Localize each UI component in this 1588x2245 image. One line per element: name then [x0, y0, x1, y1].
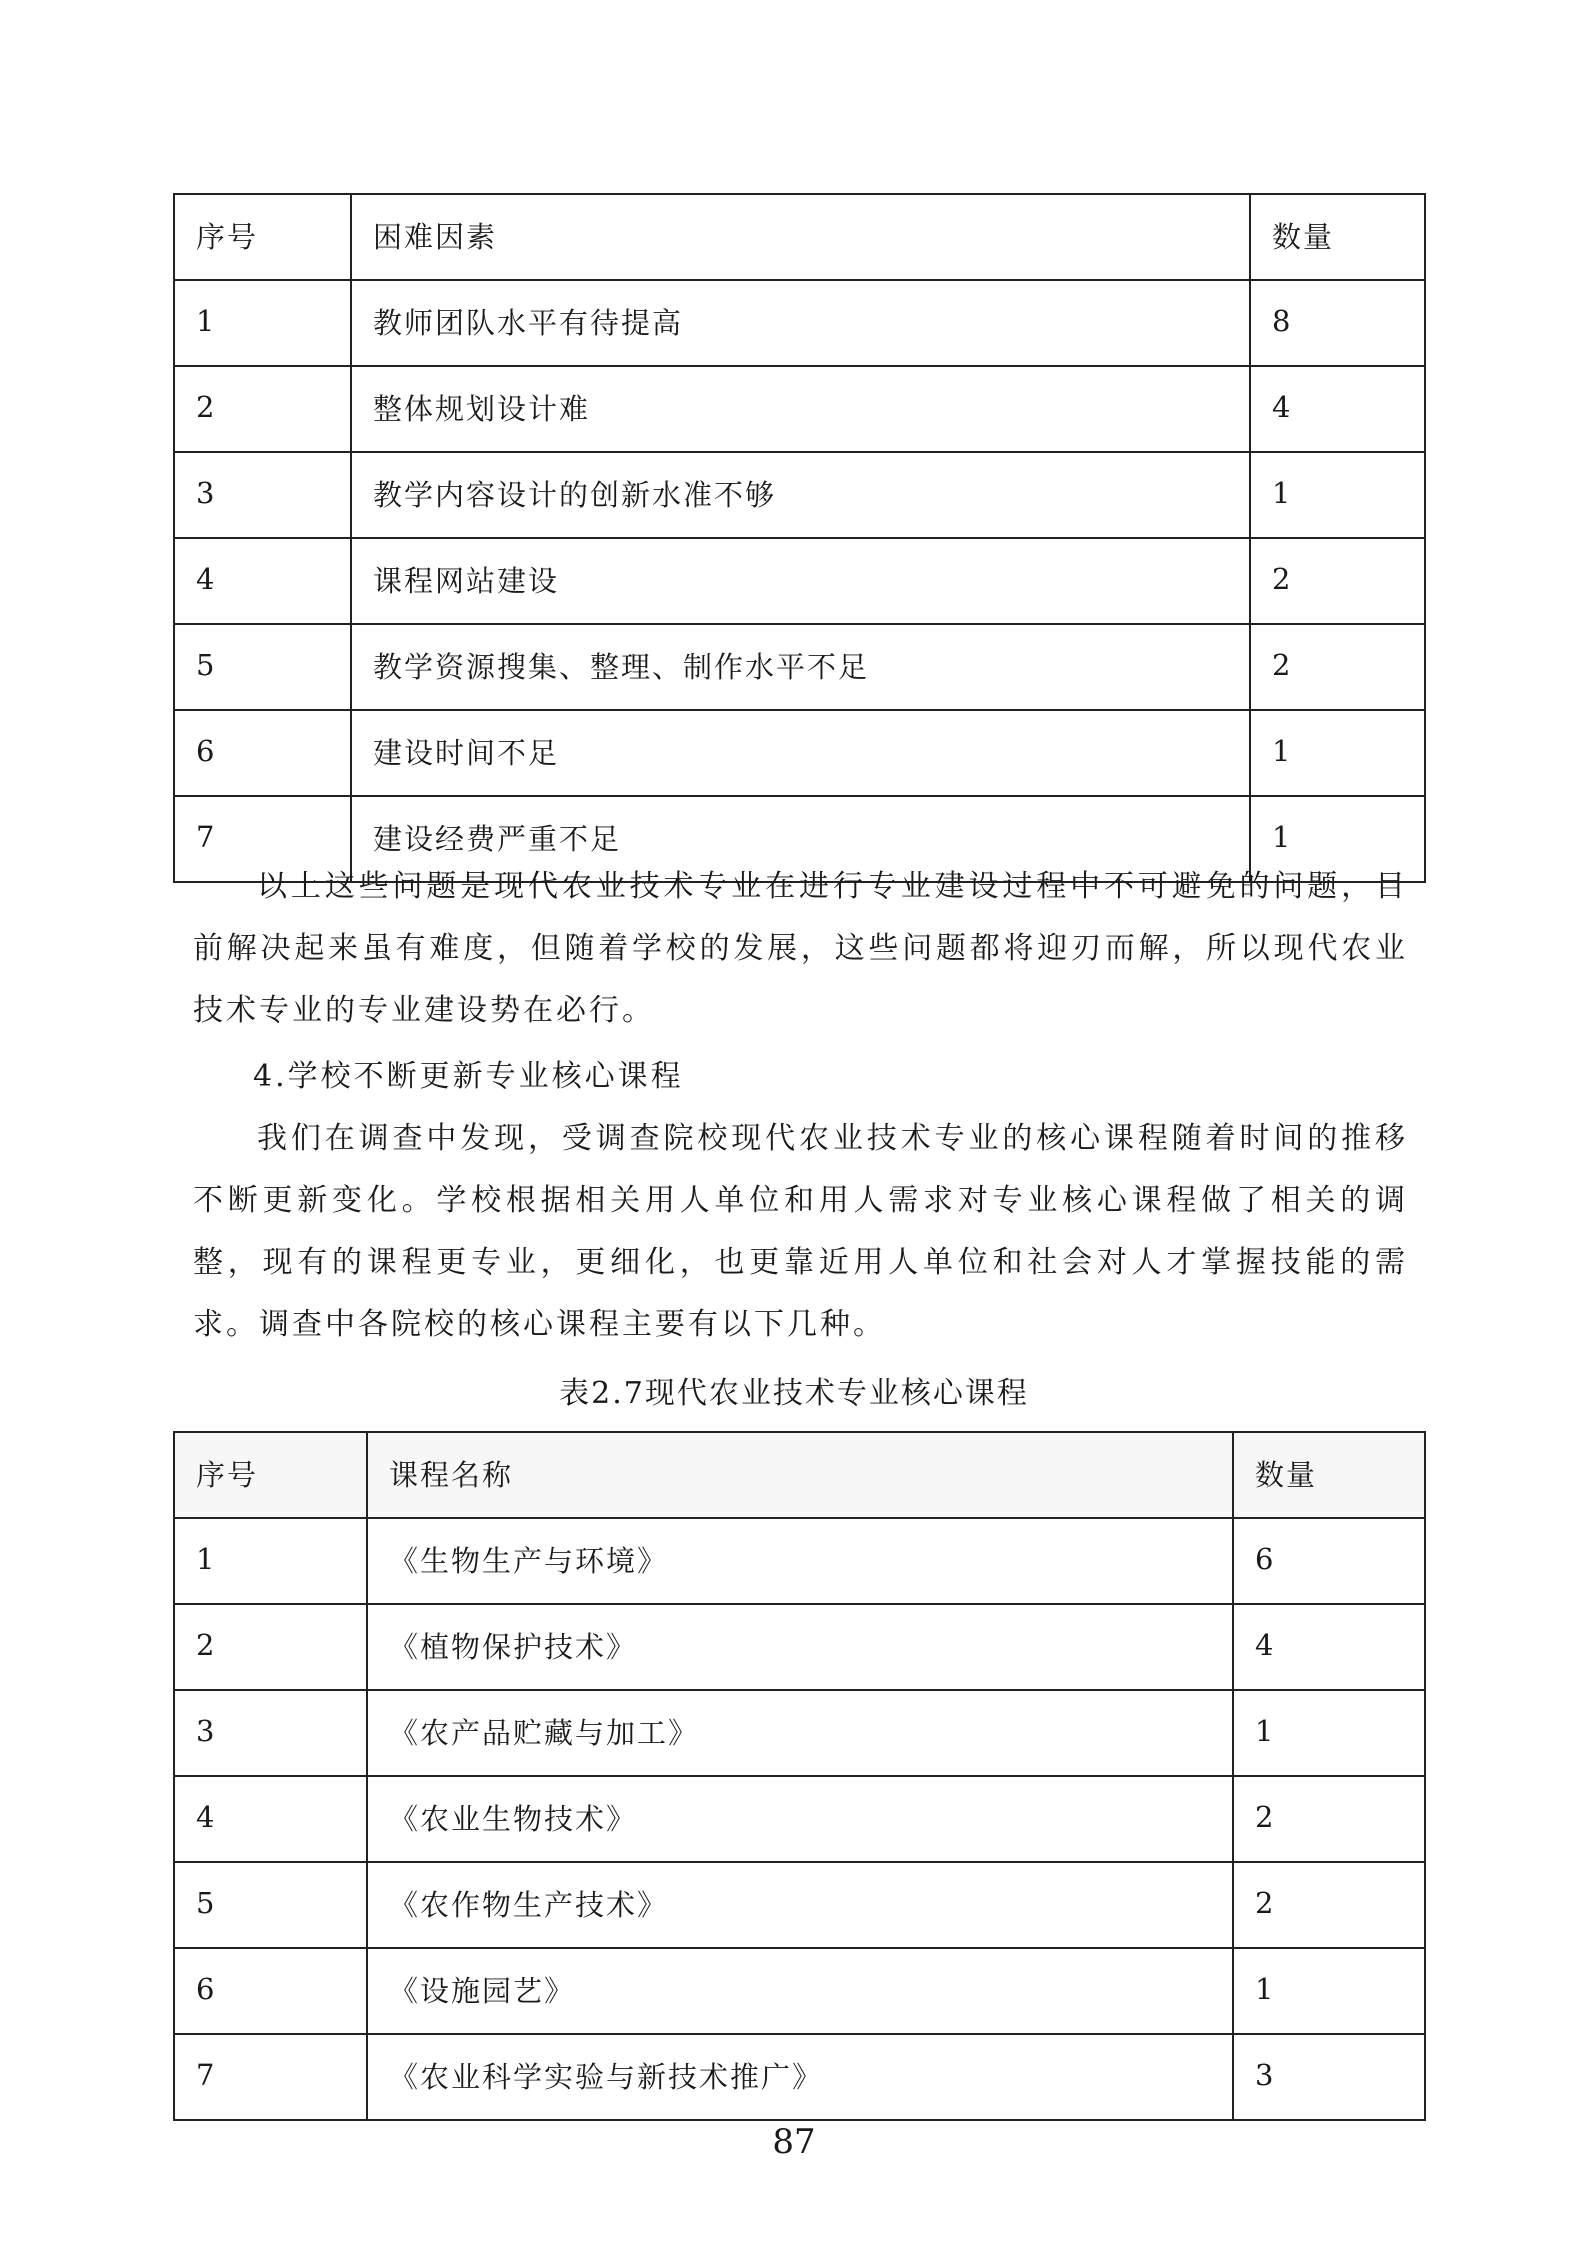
table-row: [174, 366, 1425, 452]
table-cell: 《农产品贮藏与加工》: [367, 1690, 1233, 1776]
table-cell: 2: [174, 366, 351, 452]
table-cell: 教学资源搜集、整理、制作水平不足: [351, 624, 1250, 710]
table-cell: 《植物保护技术》: [367, 1604, 1233, 1690]
header-cell: 课程名称: [367, 1432, 1233, 1518]
table-cell: 4: [174, 538, 351, 624]
header-cell: 数量: [1250, 194, 1425, 280]
table-cell: 2: [1250, 624, 1425, 710]
table-cell: 2: [174, 1604, 367, 1690]
header-cell: 数量: [1233, 1432, 1425, 1518]
table-cell: 《农作物生产技术》: [367, 1862, 1233, 1948]
table-cell: 《农业科学实验与新技术推广》: [367, 2034, 1233, 2120]
table-cell: 1: [1233, 1948, 1425, 2034]
table-cell: 4: [1233, 1604, 1425, 1690]
table-cell: 4: [1250, 366, 1425, 452]
table-cell: 7: [174, 796, 351, 882]
table-cell: 4: [174, 1776, 367, 1862]
table-row: [174, 1518, 1425, 1604]
body-paragraph: 以上这些问题是现代农业技术专业在进行专业建设过程中不可避免的问题，目前解决起来虽有难度，但随着学校的发展，这些问题都将迎刃而解，所以现代农业技术专业的专业建设势在必行。: [193, 869, 1408, 1028]
table-row: [174, 1862, 1425, 1948]
table-cell: 3: [1233, 2034, 1425, 2120]
table-cell: 教学内容设计的创新水准不够: [351, 452, 1250, 538]
table-cell: 5: [174, 1862, 367, 1948]
table-row: [174, 452, 1425, 538]
table-row: [174, 538, 1425, 624]
table-cell: 8: [1250, 280, 1425, 366]
table-cell: 《农业生物技术》: [367, 1776, 1233, 1862]
table-cell: 《生物生产与环境》: [367, 1518, 1233, 1604]
body-paragraph: 我们在调查中发现，受调查院校现代农业技术专业的核心课程随着时间的推移不断更新变化。学校根据相关用人单位和用人需求对专业核心课程做了相关的调整，现有的课程更专业，更细化，也更靠近用人单位和社会对人才掌握技能的需求。调查中各院校的核心课程主要有以下几种。: [193, 1121, 1408, 1342]
table-cell: 课程网站建设: [351, 538, 1250, 624]
table-row: [174, 1948, 1425, 2034]
table-cell: 建设时间不足: [351, 710, 1250, 796]
table-caption: 表2.7现代农业技术专业核心课程: [559, 1376, 1029, 1411]
table-cell: 1: [1250, 452, 1425, 538]
table-cell: 1: [1250, 796, 1425, 882]
table-cell: 2: [1233, 1862, 1425, 1948]
section-heading: 4.学校不断更新专业核心课程: [253, 1059, 684, 1094]
table-cell: 2: [1250, 538, 1425, 624]
table-cell: 3: [174, 452, 351, 538]
page-number: 87: [772, 2122, 816, 2162]
table-cell: 3: [174, 1690, 367, 1776]
header-cell: 困难因素: [351, 194, 1250, 280]
table-cell: 6: [1233, 1518, 1425, 1604]
table-header-row: [174, 194, 1425, 280]
table-cell: 2: [1233, 1776, 1425, 1862]
difficulty-factors-table: [173, 193, 1426, 883]
table-row: [174, 1776, 1425, 1862]
table-row: [174, 1604, 1425, 1690]
table-row: [174, 280, 1425, 366]
core-courses-table: [173, 1431, 1426, 2121]
table-cell: 5: [174, 624, 351, 710]
table-cell: 教师团队水平有待提高: [351, 280, 1250, 366]
table-header-row: [174, 1432, 1425, 1518]
header-cell: 序号: [174, 194, 351, 280]
table-row: [174, 2034, 1425, 2120]
table-cell: 6: [174, 710, 351, 796]
table-row: [174, 624, 1425, 710]
table-cell: 整体规划设计难: [351, 366, 1250, 452]
table-row: [174, 710, 1425, 796]
table-cell: 7: [174, 2034, 367, 2120]
table-cell: 《设施园艺》: [367, 1948, 1233, 2034]
table-row: [174, 1690, 1425, 1776]
table-cell: 1: [1233, 1690, 1425, 1776]
table-cell: 6: [174, 1948, 367, 2034]
table-cell: 1: [174, 1518, 367, 1604]
table-cell: 1: [174, 280, 351, 366]
table-cell: 建设经费严重不足: [351, 796, 1250, 882]
table-cell: 1: [1250, 710, 1425, 796]
header-cell: 序号: [174, 1432, 367, 1518]
